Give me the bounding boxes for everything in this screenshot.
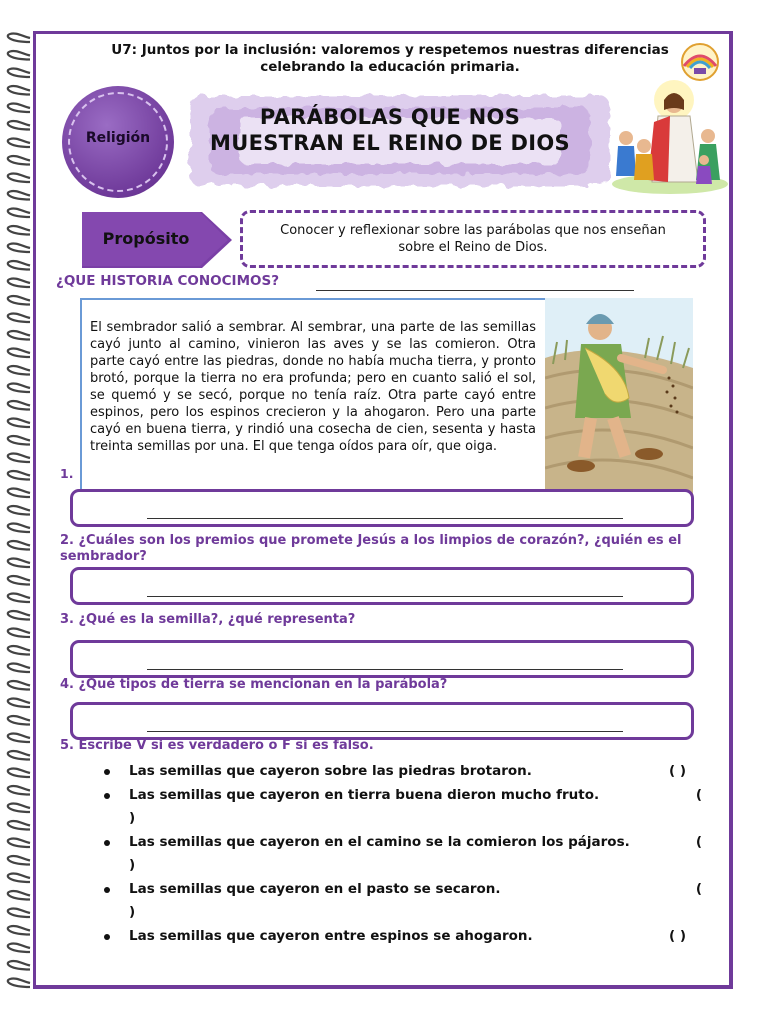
spiral-coil [8,68,30,77]
answer-box-4[interactable] [70,702,694,740]
spiral-coil [8,751,30,760]
spiral-binding [0,30,36,990]
story-heading-underline [316,290,634,291]
tf-item-5-blank[interactable]: ( ) [668,928,686,944]
spiral-coil [8,296,30,305]
tf-item-3-blank-close: ) [129,857,136,873]
tf-item-4-blank-open[interactable]: ( [695,881,702,897]
spiral-coil [8,401,30,410]
spiral-coil [8,663,30,672]
spiral-coil [8,733,30,742]
question-2-number: 2. [60,533,74,548]
tf-item-4-blank-close: ) [129,904,136,920]
spiral-coil [8,86,30,95]
spiral-coil [8,803,30,812]
spiral-coil [8,331,30,340]
tf-item-4 [104,878,704,924]
main-title-line-2: MUESTRAN EL REINO DE DIOS [210,131,570,155]
answer-box-2[interactable] [70,567,694,605]
question-5-number: 5. [60,738,74,753]
spiral-coil [8,891,30,900]
spiral-coil [8,121,30,130]
tf-item-2-blank-close: ) [129,810,136,826]
spiral-coil [8,436,30,445]
spiral-coil [8,873,30,882]
unit-title: U7: Juntos por la inclusión: valoremos y respetemos nuestras diferencias celebrando la educación primaria. [111,42,669,75]
spiral-coil [8,156,30,165]
question-3-text: ¿Qué es la semilla?, ¿qué representa? [78,612,356,627]
tf-item-1-blank[interactable]: ( ) [668,763,686,779]
story-heading: ¿QUE HISTORIA CONOCIMOS? [56,273,280,289]
question-5-text: Escribe V si es verdadero o F si es falso. [78,738,374,753]
spiral-coil [8,681,30,690]
spiral-coil [8,628,30,637]
spiral-coil [8,523,30,532]
main-title [190,104,590,156]
question-2 [60,533,730,565]
spiral-coil [8,856,30,865]
spiral-coil [8,488,30,497]
spiral-coil [8,786,30,795]
tf-item-1 [104,760,704,783]
true-false-list [104,760,704,948]
sower-illustration [545,298,693,494]
spiral-coil [8,716,30,725]
spiral-coil [8,961,30,970]
tf-item-3 [104,831,704,877]
tf-item-3-text: Las semillas que cayeron en el camino se la comieron los pájaros. [129,834,630,850]
purpose-text: Conocer y reflexionar sobre las parábolas que nos enseñan sobre el Reino de Dios. [280,223,666,255]
answer-box-3[interactable] [70,640,694,678]
question-4-number: 4. [60,677,74,692]
answer-box-1[interactable] [70,489,694,527]
tf-item-5-text: Las semillas que cayeron entre espinos se ahogaron. [129,928,533,944]
tf-item-4-text: Las semillas que cayeron en el pasto se secaron. [129,881,501,897]
spiral-coil [8,926,30,935]
spiral-coil [8,191,30,200]
main-title-line-1: PARÁBOLAS QUE NOS [259,105,521,129]
spiral-coil [8,698,30,707]
question-3 [60,612,720,628]
spiral-coil [8,611,30,620]
spiral-coil [8,506,30,515]
question-4 [60,677,720,693]
question-1-number: 1. [60,466,74,481]
spiral-coil [8,243,30,252]
spiral-coil [8,821,30,830]
spiral-coil [8,593,30,602]
spiral-coil [8,226,30,235]
purpose-label: Propósito [102,229,190,248]
tf-item-3-blank-open[interactable]: ( [695,834,702,850]
spiral-coil [8,908,30,917]
tf-item-2 [104,784,704,830]
question-5 [60,738,720,754]
spiral-coil [8,418,30,427]
tf-item-2-text: Las semillas que cayeron en tierra buena dieron mucho fruto. [129,787,600,803]
story-text: El sembrador salió a sembrar. Al sembrar, una parte de las semillas cayó junto al camino, vinieron las aves y se las comieron. Otra parte cayó entre las piedras, donde no había mucha tierra, y pronto brotó, porque la tierra no era profunda; pero en cuanto salió el sol, se quemó y se secó, porque no tenía raíz. Otra parte cayó entre espinos, pero los espinos crecieron y la ahogaron. Pero una parte cayó en buena tierra, y rindió una cosecha de cien, sesenta y hasta treinta semillas por una. El que tenga oídos para oír, que oiga. [90,320,536,454]
spiral-coil [8,646,30,655]
spiral-coil [8,348,30,357]
spiral-coil [8,541,30,550]
tf-item-2-blank-open[interactable]: ( [695,787,702,803]
spiral-coil [8,208,30,217]
spiral-coil [8,453,30,462]
spiral-coil [8,383,30,392]
spiral-coil [8,261,30,270]
spiral-coil [8,768,30,777]
spiral-coil [8,558,30,567]
spiral-coil [8,278,30,287]
spiral-coil [8,138,30,147]
tf-item-1-text: Las semillas que cayeron sobre las piedras brotaron. [129,763,532,779]
spiral-coil [8,943,30,952]
spiral-coil [8,366,30,375]
spiral-coil [8,838,30,847]
question-2-text: ¿Cuáles son los premios que promete Jesús a los limpios de corazón?, ¿quién es el sembrador? [60,533,682,564]
subject-label: Religión [85,130,151,146]
spiral-coil [8,576,30,585]
spiral-coil [8,978,30,987]
question-3-number: 3. [60,612,74,627]
jesus-with-children-illustration [608,76,730,194]
spiral-coil [8,103,30,112]
spiral-coil [8,471,30,480]
purpose-box [240,210,706,268]
tf-item-5 [104,925,704,948]
spiral-coil [8,173,30,182]
question-4-text: ¿Qué tipos de tierra se mencionan en la parábola? [78,677,448,692]
spiral-coil [8,51,30,60]
spiral-coil [8,313,30,322]
spiral-coil [8,33,30,42]
